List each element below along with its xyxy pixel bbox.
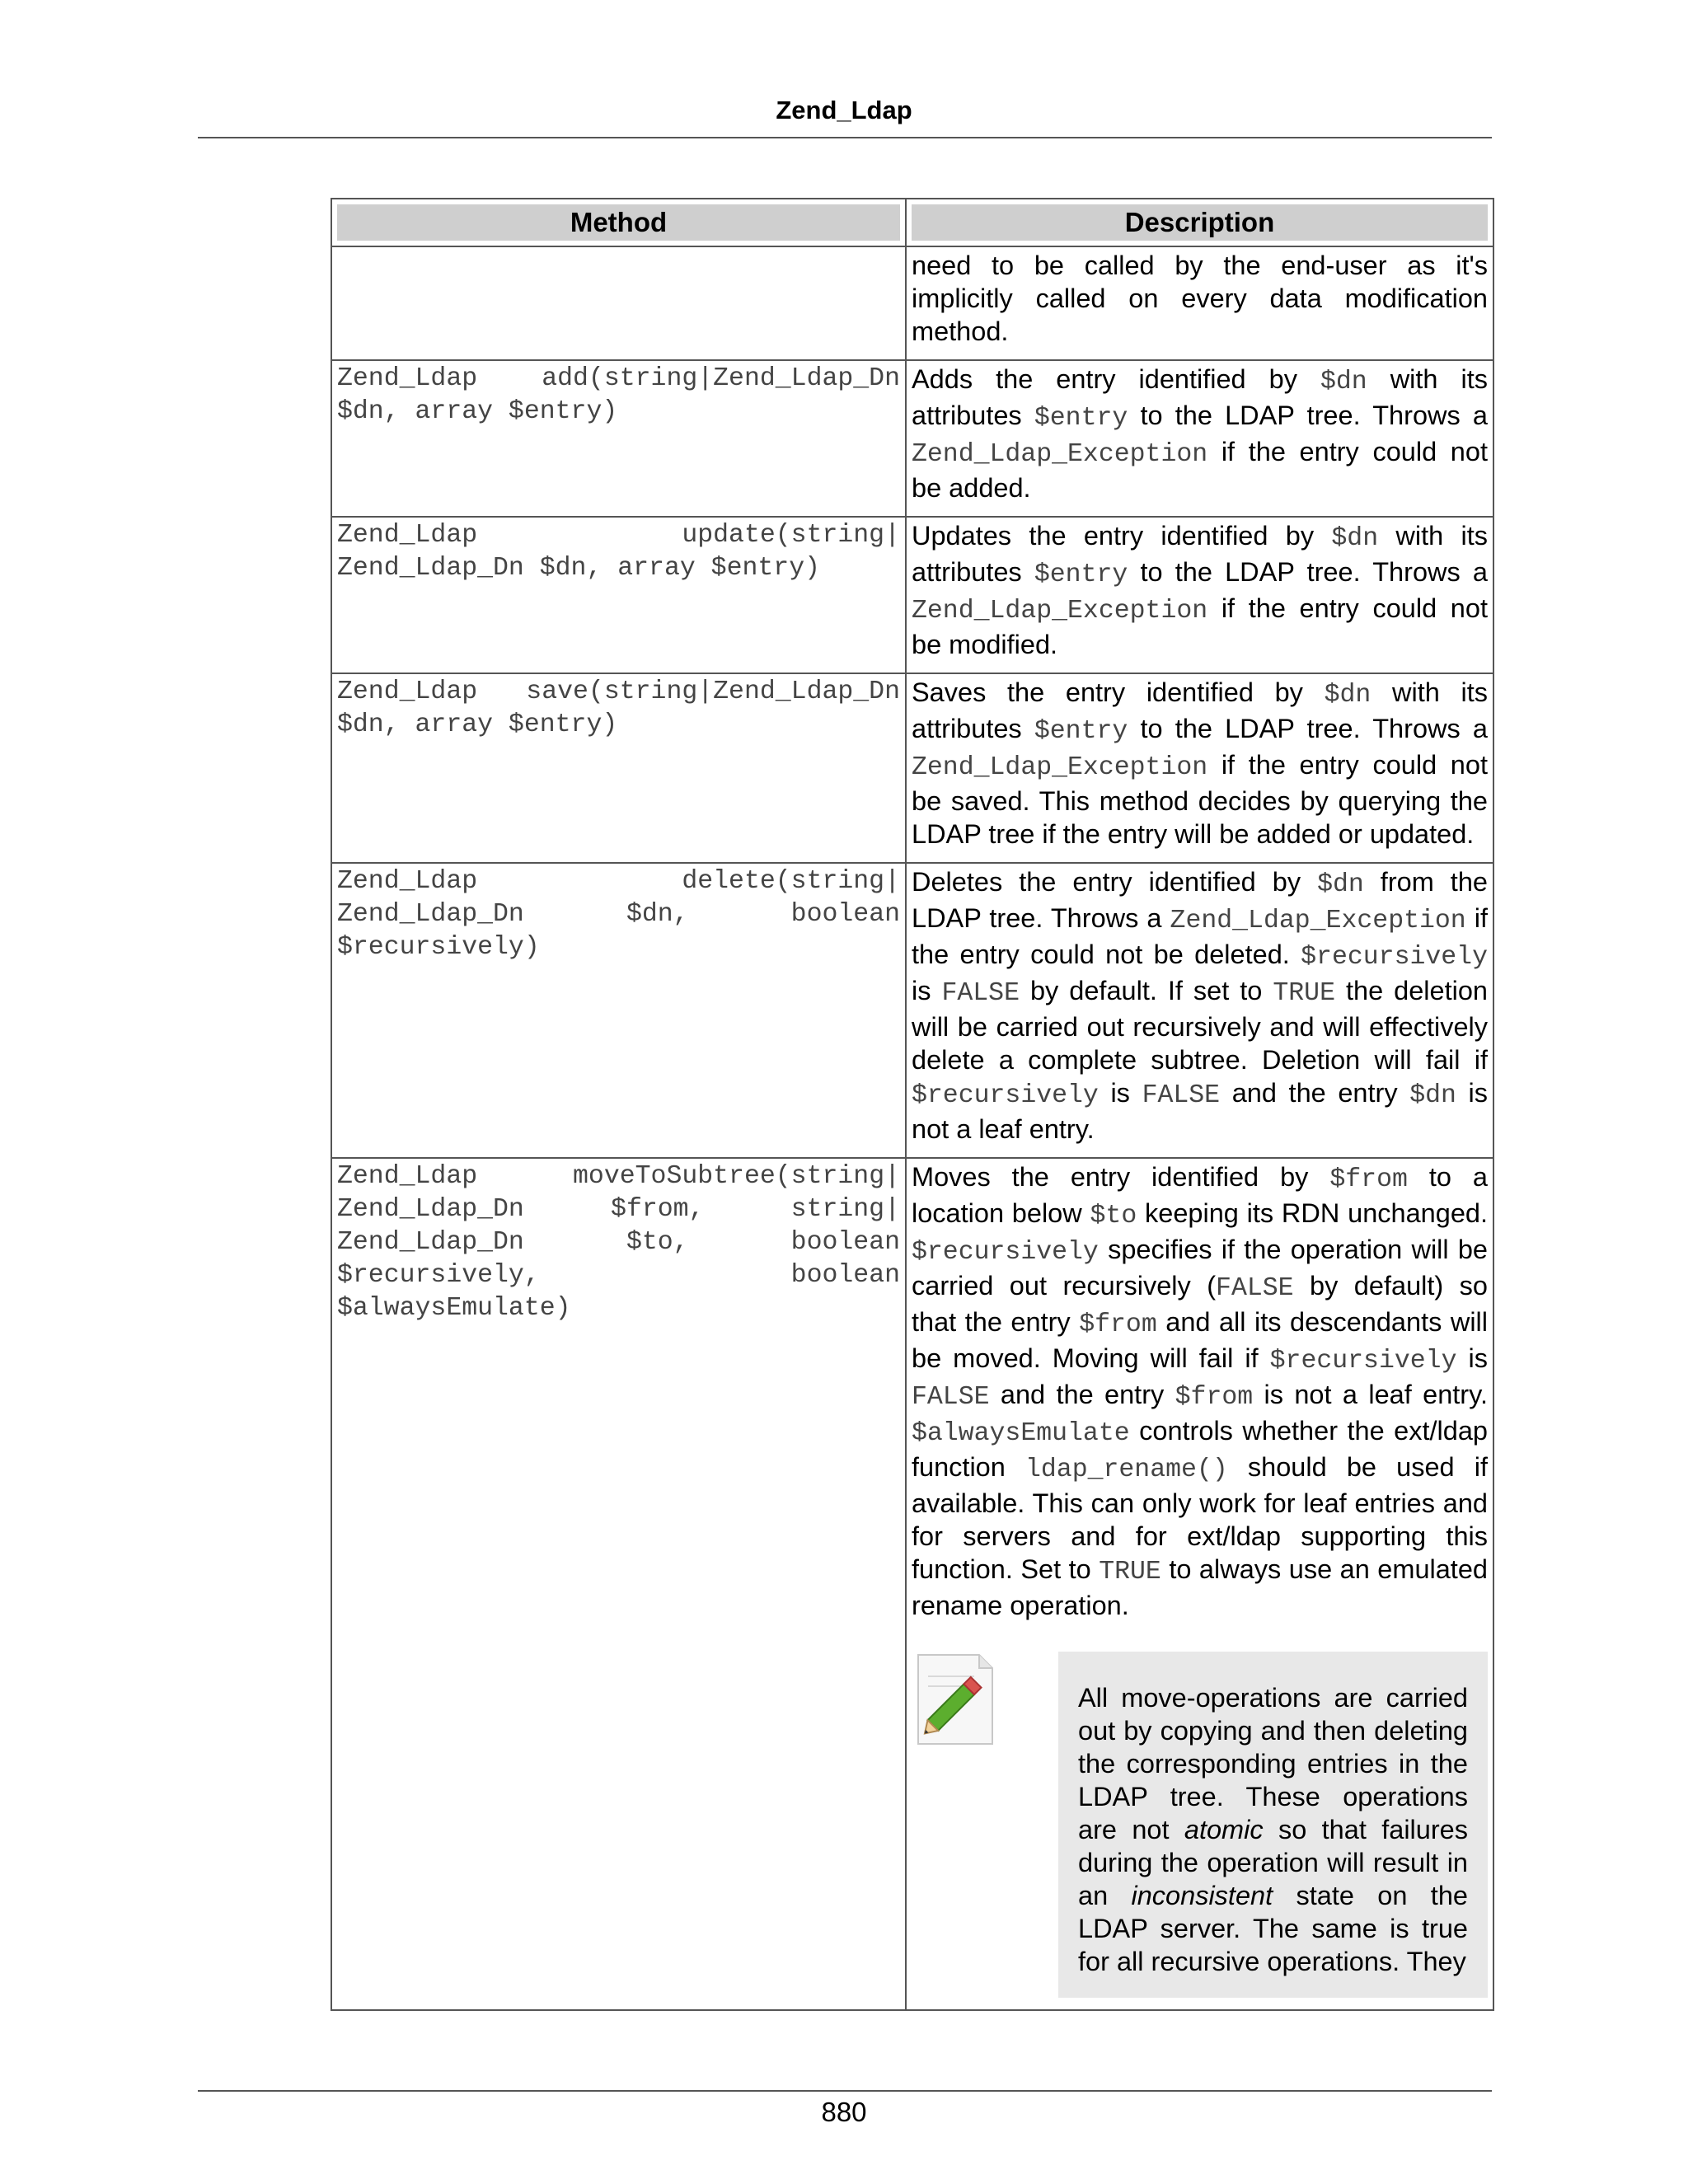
method-signature: Zend_Ldap add(string|Zend_Ldap_Dn $dn, array $entry) <box>331 360 906 517</box>
table-row <box>331 246 1493 360</box>
page-header-title: Zend_Ldap <box>776 96 912 124</box>
description-cell: Updates the entry identified by $dn with its attributes $entry to the LDAP tree. Throws a Zend_Ldap_Exception if the entry could not be modified. <box>906 517 1493 673</box>
description-cell: need to be called by the end-user as it's implicitly called on every data modification method. <box>906 246 1493 360</box>
method-cell <box>331 246 906 360</box>
methods-table <box>331 198 1494 2011</box>
description-cell: Moves the entry identified by $from to a location below $to keeping its RDN unchanged. $recursively specifies if the operation will be carried out recursively (FALSE by default) so that the entry $from and all its descendants will be moved. Moving will fail if $recursively is FALSE and the entry $from is not a leaf entry. $alwaysEmulate controls whether the ext/ldap function ldap_rename() should be used if available. This can only work for leaf entries and for servers and for ext/ldap supporting this function. Set to TRUE to always use an emulated rename operation. All move-operations are carried out by copying and then deleting the corresponding entries in the LDAP tree. These operations are not atomic so that failures during the operation will result in an inconsistent state on the LDAP server. The same is true for all recursive operations. They <box>906 1158 1493 2010</box>
column-header-description: Description <box>906 199 1493 246</box>
table-header-row <box>331 199 1493 246</box>
table-row <box>331 1158 1493 2010</box>
method-signature: Zend_Ldap save(string|Zend_Ldap_Dn $dn, array $entry) <box>331 673 906 863</box>
table-row <box>331 517 1493 673</box>
method-signature: Zend_Ldap delete(string| Zend_Ldap_Dn $dn, boolean $recursively) <box>331 863 906 1158</box>
table-row <box>331 360 1493 517</box>
table-row <box>331 863 1493 1158</box>
description-cell: Saves the entry identified by $dn with its attributes $entry to the LDAP tree. Throws a Zend_Ldap_Exception if the entry could not be saved. This method decides by querying the LDAP tree if the entry will be added or updated. <box>906 673 1493 863</box>
description-cell: Adds the entry identified by $dn with its attributes $entry to the LDAP tree. Throws a Zend_Ldap_Exception if the entry could not be added. <box>906 360 1493 517</box>
note-pencil-icon <box>912 1652 1058 1998</box>
method-signature: Zend_Ldap update(string| Zend_Ldap_Dn $dn, array $entry) <box>331 517 906 673</box>
column-header-method: Method <box>331 199 906 246</box>
header-rule <box>198 137 1492 138</box>
method-signature: Zend_Ldap moveToSubtree(string| Zend_Ldap_Dn $from, string| Zend_Ldap_Dn $to, boolean $recursively, boolean $alwaysEmulate) <box>331 1158 906 2010</box>
note-text: All move-operations are carried out by copying and then deleting the corresponding entries in the LDAP tree. These operations are not atomic so that failures during the operation will result in an inconsistent state on the LDAP server. The same is true for all recursive operations. They <box>1058 1652 1488 1998</box>
footer-rule <box>198 2090 1492 2092</box>
note-pencil-icon <box>912 1652 997 1747</box>
page-number: 880 <box>821 2097 867 2127</box>
description-cell: Deletes the entry identified by $dn from the LDAP tree. Throws a Zend_Ldap_Exception if the entry could not be deleted. $recursively is FALSE by default. If set to TRUE the deletion will be carried out recursively and will effectively delete a complete subtree. Deletion will fail if $recursively is FALSE and the entry $dn is not a leaf entry. <box>906 863 1493 1158</box>
table-row <box>331 673 1493 863</box>
note-callout <box>912 1652 1488 1998</box>
methods-table-container <box>331 198 1493 1976</box>
